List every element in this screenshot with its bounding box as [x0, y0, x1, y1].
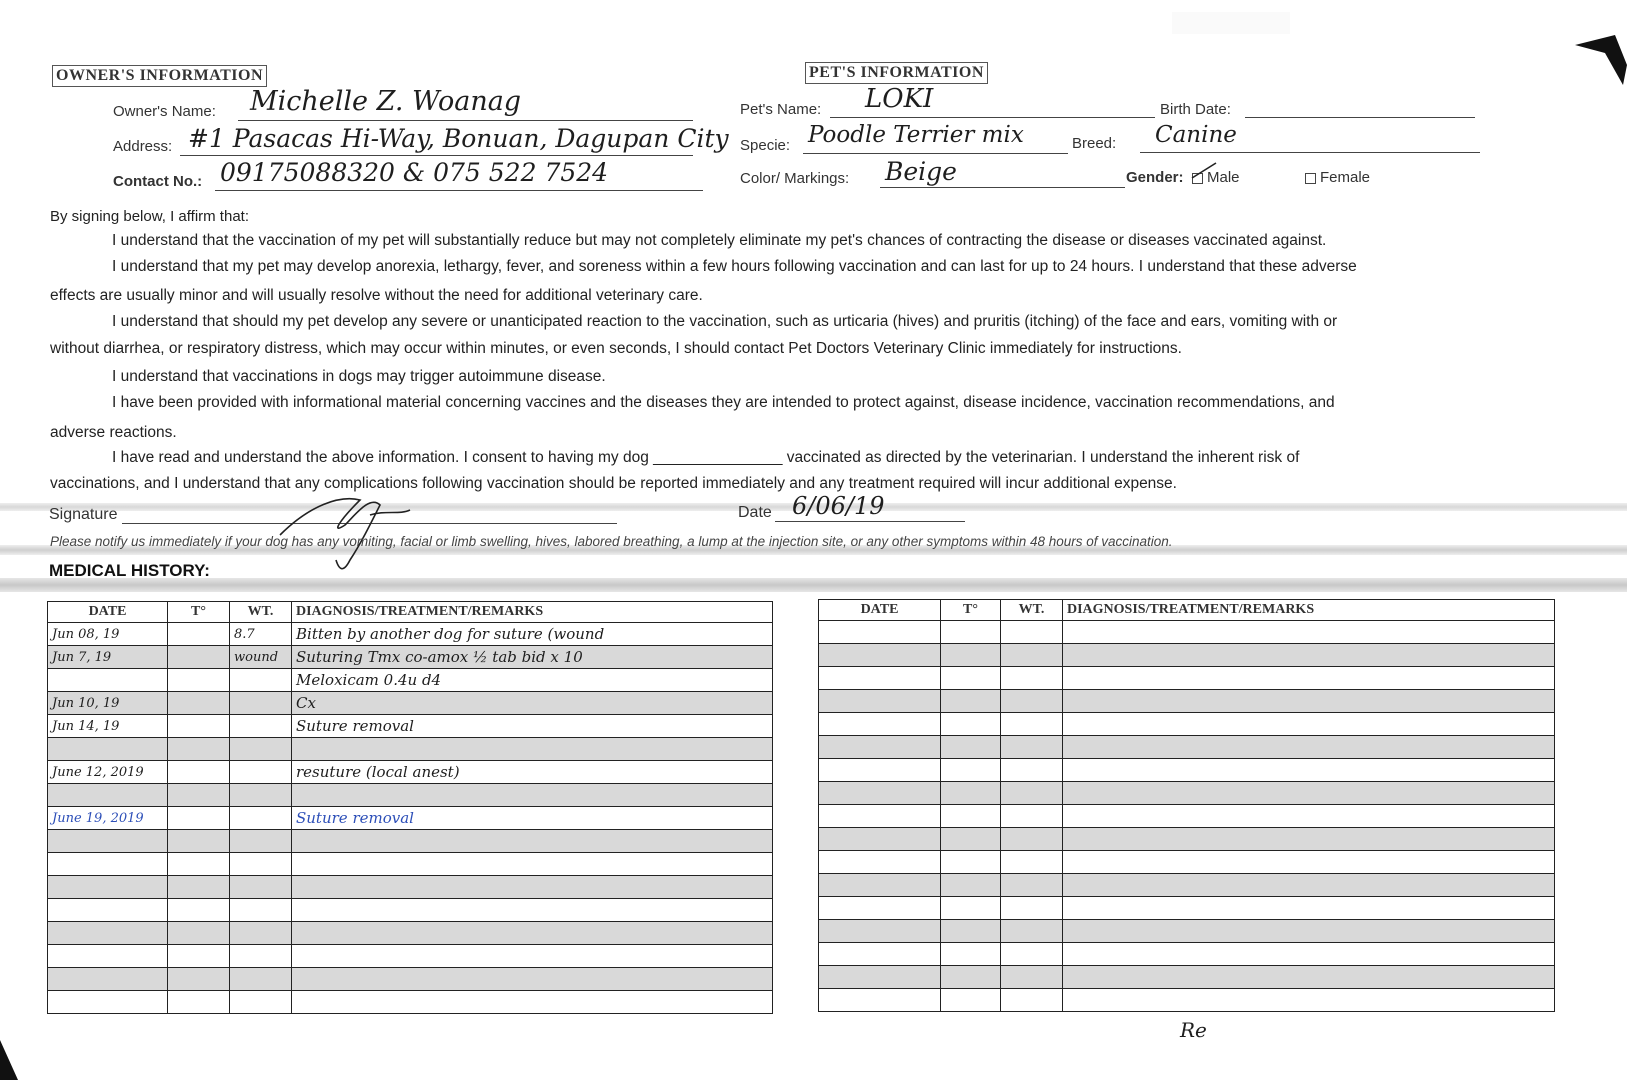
date-cell[interactable]: [48, 968, 168, 991]
remarks-cell[interactable]: [292, 968, 773, 991]
remarks-cell[interactable]: [292, 945, 773, 968]
temp-cell[interactable]: [168, 991, 230, 1014]
remarks-cell[interactable]: [1063, 759, 1555, 782]
temp-cell[interactable]: [168, 830, 230, 853]
consent-p6a: I have read and understand the above information. I consent to having my dog _______________ vaccinated as directed by the veterinarian. I understand the inherent risk of: [112, 449, 1300, 466]
date-cell[interactable]: Jun 7, 19: [48, 646, 168, 669]
date-cell[interactable]: [819, 874, 941, 897]
temp-cell[interactable]: [168, 945, 230, 968]
remarks-cell[interactable]: resuture (local anest): [292, 761, 773, 784]
date-cell[interactable]: [48, 784, 168, 807]
weight-cell[interactable]: [1001, 874, 1063, 897]
table-row: [819, 989, 1555, 1012]
table-row: [48, 968, 773, 991]
table-row: [48, 784, 773, 807]
weight-cell[interactable]: [1001, 713, 1063, 736]
col-remarks-header: DIAGNOSIS/TREATMENT/REMARKS: [292, 602, 773, 623]
temp-cell[interactable]: [941, 644, 1001, 667]
table-row: [48, 945, 773, 968]
consent-intro: By signing below, I affirm that:: [50, 208, 249, 225]
remarks-cell[interactable]: [1063, 782, 1555, 805]
date-cell[interactable]: [819, 943, 941, 966]
temp-cell[interactable]: [168, 807, 230, 830]
date-cell[interactable]: [48, 991, 168, 1014]
pet-name-value[interactable]: LOKI: [865, 84, 934, 114]
footer-mark: Re: [1180, 1018, 1207, 1042]
right-col-temp-header: T°: [941, 600, 1001, 621]
scan-band: [0, 578, 1627, 592]
temp-cell[interactable]: [168, 646, 230, 669]
table-row: [48, 922, 773, 945]
weight-cell[interactable]: [1001, 897, 1063, 920]
date-cell[interactable]: [819, 805, 941, 828]
consent-p5a: I have been provided with informational material concerning vaccines and the diseases they are intended to protect against, disease incidence, vaccination recommendations, and: [112, 394, 1335, 411]
weight-cell[interactable]: [1001, 943, 1063, 966]
remarks-cell[interactable]: [1063, 621, 1555, 644]
date-cell[interactable]: [48, 853, 168, 876]
color-line: [880, 187, 1125, 188]
address-value[interactable]: #1 Pasacas Hi-Way, Bonuan, Dagupan City: [188, 124, 729, 153]
table-row: [48, 623, 773, 646]
remarks-cell[interactable]: [292, 853, 773, 876]
consent-p6b: vaccinations, and I understand that any complications following vaccination should be reported immediately and any treatment required will incur additional expense.: [50, 475, 1177, 492]
female-label: Female: [1320, 169, 1371, 186]
remarks-cell[interactable]: [1063, 874, 1555, 897]
table-row: [819, 736, 1555, 759]
pet-section-title: PET'S INFORMATION: [805, 62, 988, 84]
date-label: Date: [738, 504, 772, 521]
date-cell[interactable]: [819, 920, 941, 943]
date-cell[interactable]: [48, 876, 168, 899]
temp-cell[interactable]: [941, 782, 1001, 805]
table-row: [48, 853, 773, 876]
table-row: [819, 667, 1555, 690]
table-row: [819, 782, 1555, 805]
table-row: [819, 644, 1555, 667]
address-label: Address:: [113, 138, 173, 155]
breed-value[interactable]: Canine: [1155, 122, 1237, 148]
female-checkbox[interactable]: [1305, 173, 1316, 184]
temp-cell[interactable]: [941, 943, 1001, 966]
date-cell[interactable]: [48, 669, 168, 692]
table-row: [48, 669, 773, 692]
temp-cell[interactable]: [941, 690, 1001, 713]
date-cell[interactable]: [819, 644, 941, 667]
medical-history-table-left: [47, 601, 773, 1014]
date-cell[interactable]: [48, 738, 168, 761]
weight-cell[interactable]: [1001, 736, 1063, 759]
remarks-cell[interactable]: [1063, 805, 1555, 828]
date-cell[interactable]: [819, 759, 941, 782]
table-row: [48, 807, 773, 830]
notice-text: Please notify us immediately if your dog has any vomiting, facial or limb swelling, hives, labored breathing, a lump at the injection site, or any other symptoms within 48 hours of vaccination.: [50, 534, 1173, 549]
consent-p1: I understand that the vaccination of my pet will substantially reduce but may not completely eliminate my pet's chances of contracting the disease or diseases vaccinated against.: [112, 232, 1327, 249]
remarks-cell[interactable]: [1063, 851, 1555, 874]
date-cell[interactable]: [48, 945, 168, 968]
table-row: [48, 738, 773, 761]
color-value[interactable]: Beige: [885, 157, 957, 186]
consent-p5b: adverse reactions.: [50, 424, 177, 441]
remarks-cell[interactable]: Cx: [292, 692, 773, 715]
table-row: [819, 690, 1555, 713]
consent-p2a: I understand that my pet may develop anorexia, lethargy, fever, and soreness within a few hours following vaccination and can last for up to 24 hours. I understand that these adverse: [112, 258, 1357, 275]
temp-cell[interactable]: [941, 828, 1001, 851]
medical-history-table-right: [818, 599, 1555, 1012]
remarks-cell[interactable]: [1063, 989, 1555, 1012]
temp-cell[interactable]: [941, 621, 1001, 644]
contact-label: Contact No.:: [113, 173, 203, 190]
signature-label: Signature: [49, 506, 118, 523]
owner-name-value[interactable]: Michelle Z. Woanag: [250, 86, 522, 117]
col-weight-header: WT.: [230, 602, 292, 623]
remarks-cell[interactable]: [292, 876, 773, 899]
signature-mark[interactable]: [270, 465, 420, 575]
weight-cell[interactable]: [230, 899, 292, 922]
consent-p4: I understand that vaccinations in dogs may trigger autoimmune disease.: [112, 368, 606, 385]
weight-cell[interactable]: [230, 991, 292, 1014]
date-cell[interactable]: Jun 10, 19: [48, 692, 168, 715]
temp-cell[interactable]: [168, 738, 230, 761]
table-row: [819, 966, 1555, 989]
remarks-cell[interactable]: [1063, 644, 1555, 667]
weight-cell[interactable]: [230, 784, 292, 807]
remarks-cell[interactable]: Suture removal: [292, 807, 773, 830]
temp-cell[interactable]: [941, 851, 1001, 874]
table-row: [48, 899, 773, 922]
temp-cell[interactable]: [168, 761, 230, 784]
temp-cell[interactable]: [941, 874, 1001, 897]
weight-cell[interactable]: [230, 968, 292, 991]
col-date-header: DATE: [48, 602, 168, 623]
col-temp-header: T°: [168, 602, 230, 623]
remarks-cell[interactable]: [292, 784, 773, 807]
table-row: [819, 805, 1555, 828]
breed-line: [1140, 152, 1480, 153]
date-value[interactable]: 6/06/19: [792, 492, 885, 520]
weight-cell[interactable]: [1001, 805, 1063, 828]
weight-cell[interactable]: [230, 738, 292, 761]
date-cell[interactable]: [819, 782, 941, 805]
temp-cell[interactable]: [168, 692, 230, 715]
medical-history-title: MEDICAL HISTORY:: [49, 561, 210, 580]
remarks-cell[interactable]: Suture removal: [292, 715, 773, 738]
table-row: [819, 621, 1555, 644]
remarks-cell[interactable]: [1063, 943, 1555, 966]
date-cell[interactable]: [48, 830, 168, 853]
scan-corner-artifact: [0, 1040, 40, 1080]
breed-label: Breed:: [1072, 135, 1117, 152]
remarks-cell[interactable]: [1063, 828, 1555, 851]
temp-cell[interactable]: [168, 922, 230, 945]
temp-cell[interactable]: [168, 853, 230, 876]
table-row: [48, 715, 773, 738]
right-col-weight-header: WT.: [1001, 600, 1063, 621]
remarks-cell[interactable]: [1063, 897, 1555, 920]
date-cell[interactable]: June 19, 2019: [48, 807, 168, 830]
table-row: [819, 897, 1555, 920]
date-cell[interactable]: [819, 667, 941, 690]
specie-value[interactable]: Poodle Terrier mix: [808, 122, 1024, 148]
date-cell[interactable]: [819, 966, 941, 989]
weight-cell[interactable]: 8.7: [230, 623, 292, 646]
table-row: [819, 713, 1555, 736]
owner-name-label: Owner's Name:: [113, 103, 216, 120]
owner-section-title: OWNER'S INFORMATION: [52, 65, 267, 87]
weight-cell[interactable]: [230, 807, 292, 830]
specie-line: [803, 153, 1068, 154]
date-cell[interactable]: Jun 08, 19: [48, 623, 168, 646]
date-line: [775, 521, 965, 522]
date-cell[interactable]: Jun 14, 19: [48, 715, 168, 738]
contact-line: [215, 190, 703, 191]
date-cell[interactable]: [819, 736, 941, 759]
weight-cell[interactable]: [230, 761, 292, 784]
table-row: [48, 761, 773, 784]
right-col-remarks-header: DIAGNOSIS/TREATMENT/REMARKS: [1063, 600, 1555, 621]
birth-date-line[interactable]: [1245, 117, 1475, 118]
table-row: [48, 830, 773, 853]
weight-cell[interactable]: [1001, 828, 1063, 851]
weight-cell[interactable]: [230, 715, 292, 738]
weight-cell[interactable]: [1001, 920, 1063, 943]
weight-cell[interactable]: [230, 853, 292, 876]
consent-p2b: effects are usually minor and will usually resolve without the need for additional veterinary care.: [50, 287, 703, 304]
table-row: [819, 851, 1555, 874]
remarks-cell[interactable]: [1063, 690, 1555, 713]
gender-female-option[interactable]: [1305, 169, 1370, 186]
specie-label: Specie:: [740, 137, 791, 154]
date-cell[interactable]: [48, 899, 168, 922]
weight-cell[interactable]: [1001, 644, 1063, 667]
table-row: [819, 874, 1555, 897]
temp-cell[interactable]: [941, 897, 1001, 920]
date-cell[interactable]: [819, 897, 941, 920]
weight-cell[interactable]: [230, 669, 292, 692]
date-cell[interactable]: [48, 922, 168, 945]
remarks-cell[interactable]: [1063, 736, 1555, 759]
temp-cell[interactable]: [168, 899, 230, 922]
temp-cell[interactable]: [941, 920, 1001, 943]
remarks-cell[interactable]: [292, 922, 773, 945]
remarks-cell[interactable]: Suturing Tmx co-amox ½ tab bid x 10: [292, 646, 773, 669]
date-cell[interactable]: [819, 621, 941, 644]
weight-cell[interactable]: wound: [230, 646, 292, 669]
weight-cell[interactable]: [230, 945, 292, 968]
date-cell[interactable]: [819, 690, 941, 713]
contact-value[interactable]: 09175088320 & 075 522 7524: [220, 158, 609, 187]
weight-cell[interactable]: [1001, 621, 1063, 644]
temp-cell[interactable]: [941, 667, 1001, 690]
remarks-cell[interactable]: [1063, 920, 1555, 943]
consent-p3b: without diarrhea, or respiratory distress, which may occur within minutes, or even seconds, I should contact Pet Doctors Veterinary Clinic immediately for instructions.: [50, 340, 1182, 357]
remarks-cell[interactable]: [292, 830, 773, 853]
remarks-cell[interactable]: [1063, 667, 1555, 690]
color-markings-label: Color/ Markings:: [740, 170, 850, 187]
temp-cell[interactable]: [168, 669, 230, 692]
date-cell[interactable]: [819, 828, 941, 851]
table-row: [48, 991, 773, 1014]
remarks-cell[interactable]: [292, 991, 773, 1014]
address-line: [180, 155, 693, 156]
temp-cell[interactable]: [168, 876, 230, 899]
remarks-cell[interactable]: [1063, 713, 1555, 736]
table-row: [48, 692, 773, 715]
weight-cell[interactable]: [230, 692, 292, 715]
weight-cell[interactable]: [1001, 851, 1063, 874]
table-row: [819, 759, 1555, 782]
remarks-cell[interactable]: Bitten by another dog for suture (wound: [292, 623, 773, 646]
scan-corner-artifact: [1575, 35, 1627, 85]
weight-cell[interactable]: [1001, 989, 1063, 1012]
weight-cell[interactable]: [1001, 782, 1063, 805]
date-cell[interactable]: [819, 713, 941, 736]
date-cell[interactable]: [819, 851, 941, 874]
temp-cell[interactable]: [941, 966, 1001, 989]
white-patch: [1172, 12, 1290, 34]
weight-cell[interactable]: [1001, 667, 1063, 690]
temp-cell[interactable]: [168, 784, 230, 807]
owner-name-line: [238, 120, 693, 121]
remarks-cell[interactable]: Meloxicam 0.4u d4: [292, 669, 773, 692]
right-col-date-header: DATE: [819, 600, 941, 621]
temp-cell[interactable]: [168, 715, 230, 738]
temp-cell[interactable]: [941, 805, 1001, 828]
male-check-mark: [1188, 160, 1218, 186]
table-row: [48, 876, 773, 899]
temp-cell[interactable]: [941, 713, 1001, 736]
male-label: Male: [1207, 169, 1240, 186]
remarks-cell[interactable]: [1063, 966, 1555, 989]
temp-cell[interactable]: [941, 736, 1001, 759]
date-cell[interactable]: [819, 989, 941, 1012]
pet-name-line: [830, 117, 1155, 118]
gender-label: Gender:: [1126, 169, 1184, 186]
temp-cell[interactable]: [941, 989, 1001, 1012]
weight-cell[interactable]: [1001, 966, 1063, 989]
birth-date-label: Birth Date:: [1160, 101, 1231, 118]
weight-cell[interactable]: [1001, 690, 1063, 713]
weight-cell[interactable]: [1001, 759, 1063, 782]
weight-cell[interactable]: [230, 876, 292, 899]
remarks-cell[interactable]: [292, 899, 773, 922]
weight-cell[interactable]: [230, 830, 292, 853]
temp-cell[interactable]: [941, 759, 1001, 782]
table-row: [48, 646, 773, 669]
temp-cell[interactable]: [168, 623, 230, 646]
pet-name-label: Pet's Name:: [740, 101, 822, 118]
date-cell[interactable]: June 12, 2019: [48, 761, 168, 784]
table-row: [819, 920, 1555, 943]
remarks-cell[interactable]: [292, 738, 773, 761]
table-row: [819, 828, 1555, 851]
consent-p3a: I understand that should my pet develop any severe or unanticipated reaction to the vaccination, such as urticaria (hives) and pruritis (itching) of the face and ears, vomiting with or: [112, 313, 1338, 330]
table-row: [819, 943, 1555, 966]
temp-cell[interactable]: [168, 968, 230, 991]
weight-cell[interactable]: [230, 922, 292, 945]
